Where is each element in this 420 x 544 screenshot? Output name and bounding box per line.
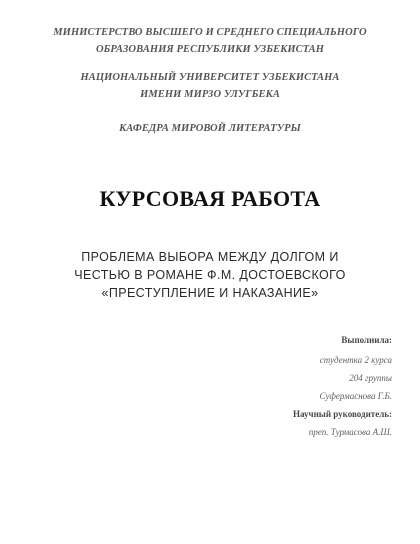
university-line-1: НАЦИОНАЛЬНЫЙ УНИВЕРСИТЕТ УЗБЕКИСТАНА: [80, 72, 340, 83]
document-title: КУРСОВАЯ РАБОТА: [99, 186, 321, 211]
topic-line-3: «ПРЕСТУПЛЕНИЕ И НАКАЗАНИЕ»: [101, 286, 319, 300]
student-name: Суфермаснова Г.Б.: [319, 391, 392, 401]
supervisor-name: преп. Турмасова А.Ш.: [308, 427, 392, 437]
topic-line-2: ЧЕСТЬЮ В РОМАНЕ Ф.М. ДОСТОЕВСКОГО: [74, 268, 346, 282]
university-line-2: ИМЕНИ МИРЗО УЛУГБЕКА: [140, 89, 280, 100]
ministry-line-2: ОБРАЗОВАНИЯ РЕСПУБЛИКИ УЗБЕКИСТАН: [95, 44, 325, 55]
student-course: студентка 2 курса: [319, 355, 392, 365]
supervisor-label: Научный руководитель:: [293, 409, 392, 419]
student-group: 204 группы: [349, 373, 392, 383]
topic-line-1: ПРОБЛЕМА ВЫБОРА МЕЖДУ ДОЛГОМ И: [81, 250, 339, 264]
department-line: КАФЕДРА МИРОВОЙ ЛИТЕРАТУРЫ: [119, 123, 301, 134]
ministry-line-1: МИНИСТЕРСТВО ВЫСШЕГО И СРЕДНЕГО СПЕЦИАЛЬНОГО: [53, 27, 367, 38]
performed-label: Выполнила:: [341, 335, 392, 345]
